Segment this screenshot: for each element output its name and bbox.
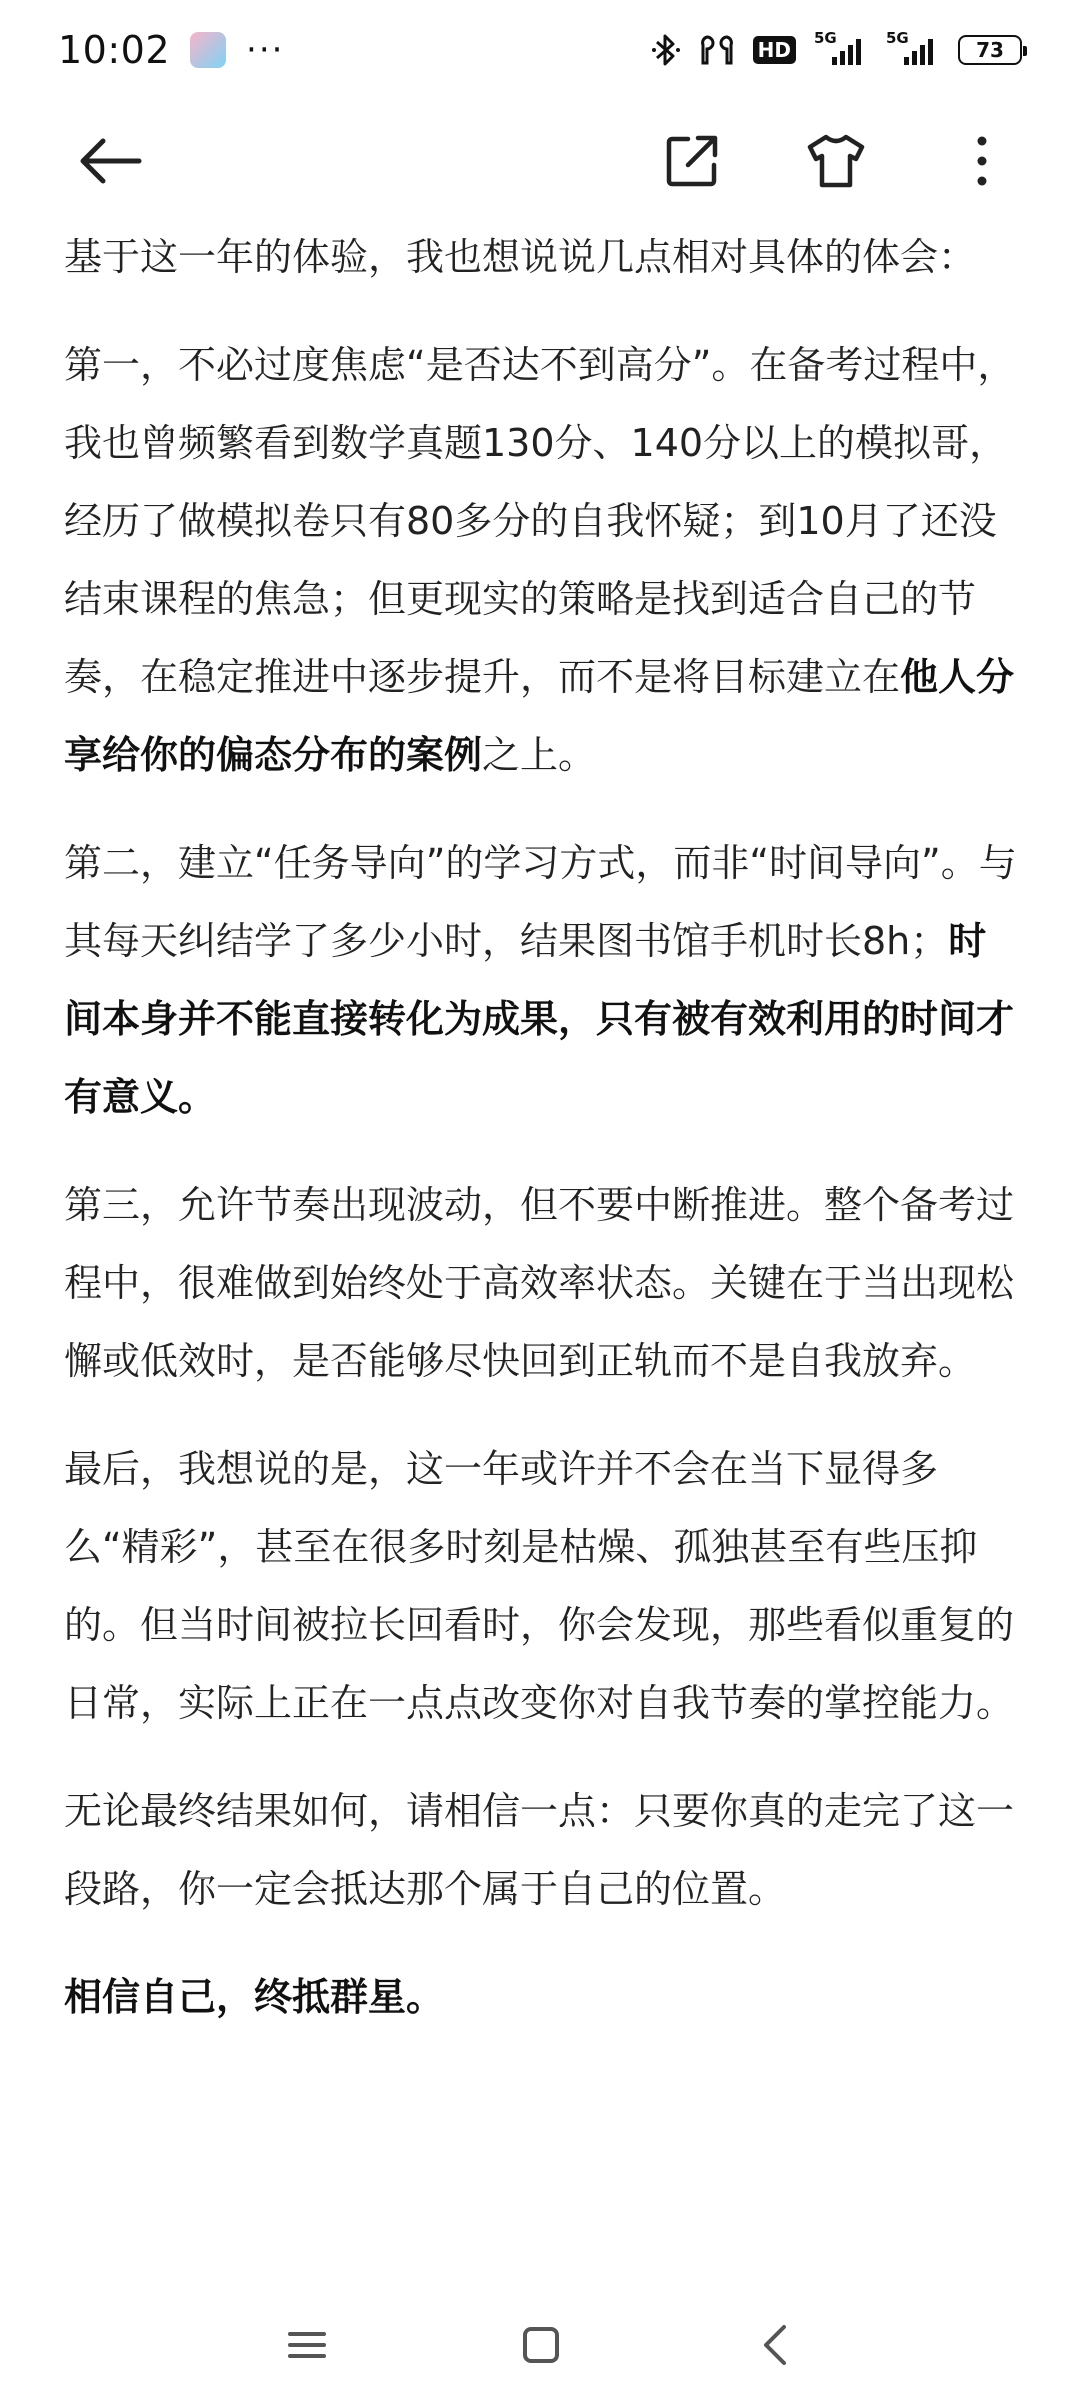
app-notification-icon [190,32,226,68]
bluetooth-icon [651,32,681,68]
status-bar [0,0,1080,100]
paragraph-7 [64,1958,1024,2036]
hd-voice-badge: HD [753,36,796,64]
home-button[interactable] [506,2310,576,2380]
chevron-left-icon [758,2323,792,2367]
share-external-icon [664,133,720,189]
top-toolbar [0,105,1080,215]
arrow-left-icon [77,136,143,186]
theme-button[interactable] [800,125,872,197]
more-options-button[interactable] [946,125,1018,197]
menu-lines-icon [286,2328,328,2362]
paragraph-6: 无论最终结果如何，请相信一点：只要你真的走完了这一段路，你一定会抵达那个属于自己的位置。 [64,1789,1015,1911]
more-vertical-icon [972,133,992,189]
paragraph-3: 第二，建立“任务导向”的学习方式，而非“时间导向”。与其每天纠结学了多少小时，结果图书馆手机时长8h；时间本身并不能直接转化为成果，只有被有效利用的时间才有意义。 [64,841,1017,1119]
paragraph-4: 第三，允许节奏出现波动，但不要中断推进。整个备考过程中，很难做到始终处于高效率状态。关键在于当出现松懈或低效时，是否能够尽快回到正轨而不是自我放弃。 [64,1183,1015,1383]
paragraph-2-bold: 他人分享给你的偏态分布的案例 [64,655,1015,777]
back-button[interactable] [74,125,146,197]
paragraph-5: 最后，我想说的是，这一年或许并不会在当下显得多么“精彩”，甚至在很多时刻是枯燥、孤独甚至有些压抑的。但当时间被拉长回看时，你会发现，那些看似重复的日常，实际上正在一点点改变你对自我节奏的掌控能力。 [64,1447,1015,1725]
system-navigation-bar [0,2290,1080,2400]
recent-apps-button[interactable] [272,2310,342,2380]
more-notifications-indicator: ··· [246,30,285,70]
cellular-signal-icon-2: 5G [886,35,940,65]
article-body [64,218,1024,2066]
tshirt-icon [806,133,866,189]
share-button[interactable] [656,125,728,197]
closing-line: 相信自己，终抵群星。 [64,1975,445,2019]
square-home-icon [521,2325,561,2365]
battery-icon: 73 [958,35,1022,65]
paragraph-3-bold: 时间本身并不能直接转化为成果，只有被有效利用的时间才有意义。 [64,919,1015,1119]
paragraph-1: 基于这一年的体验，我也想说说几点相对具体的体会： [64,235,977,279]
paragraph-2: 第一，不必过度焦虑“是否达不到高分”。在备考过程中，我也曾频繁看到数学真题130分、140分以上的模拟哥，经历了做模拟卷只有80多分的自我怀疑；到10月了还没结束课程的焦急；但更现实的策略是找到适合自己的节奏，在稳定推进中逐步提升，而不是将目标建立在他人分享给你的偏态分布的案例之上。 [64,343,1016,777]
system-back-button[interactable] [740,2310,810,2380]
status-time: 10:02 [58,28,171,72]
earbuds-icon [699,33,735,67]
cellular-signal-icon: 5G [814,35,868,65]
